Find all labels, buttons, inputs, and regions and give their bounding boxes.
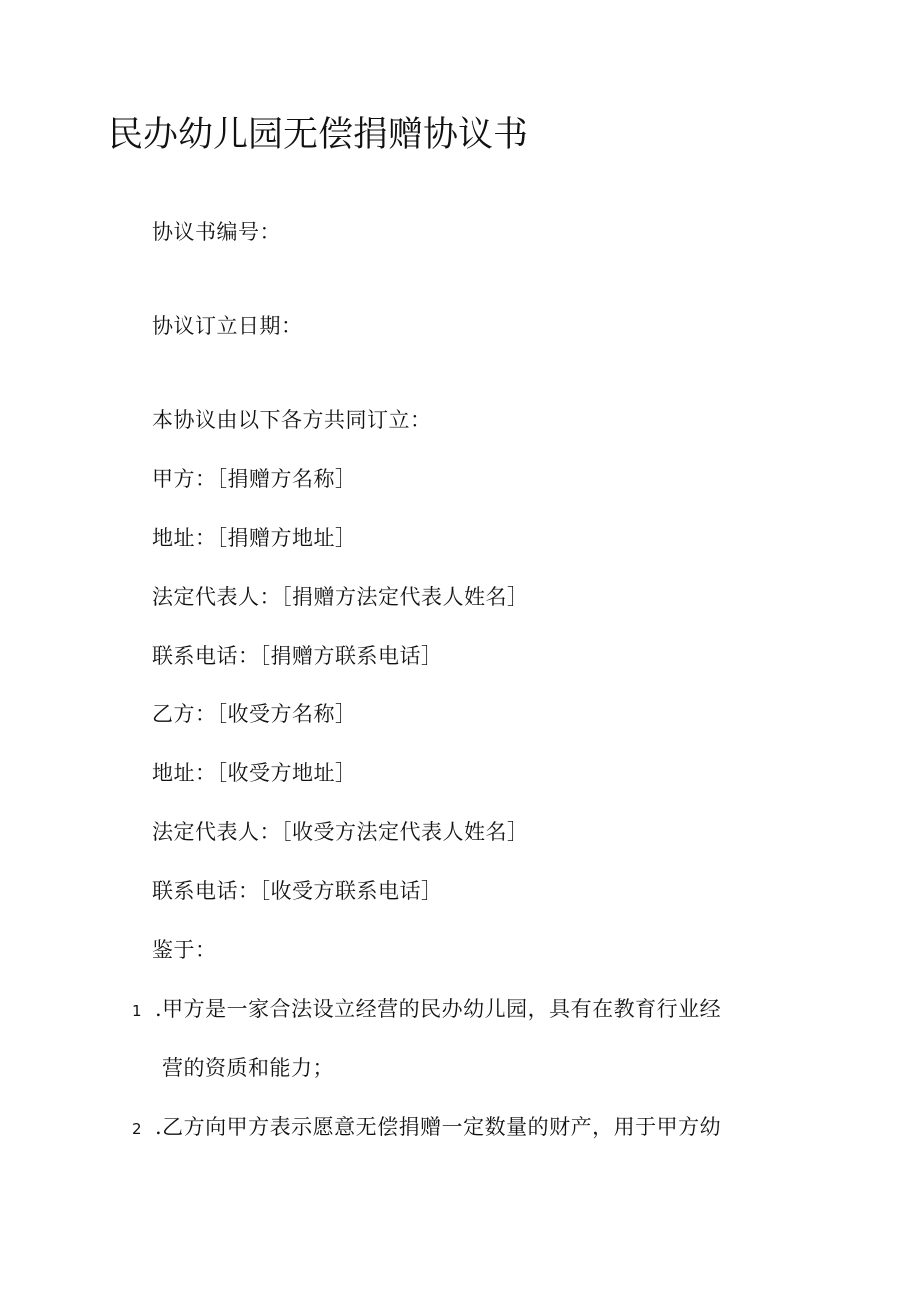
agreement-number-label: 协议书编号：	[152, 220, 281, 244]
agreement-date-label: 协议订立日期：	[152, 314, 303, 338]
whereas-item-text: .甲方是一家合法设立经营的民办幼儿园，具有在教育行业经	[155, 997, 722, 1021]
document-title: 民办幼儿园无偿捐赠协议书	[108, 115, 529, 155]
party-b-phone: 联系电话：［收受方联系电话］	[152, 879, 443, 903]
whereas-item-number: 1	[132, 1002, 142, 1020]
party-a-address: 地址：［捐赠方地址］	[152, 526, 357, 550]
whereas-item-text: .乙方向甲方表示愿意无偿捐赠一定数量的财产，用于甲方幼	[155, 1115, 722, 1139]
parties-intro: 本协议由以下各方共同订立：	[152, 408, 432, 432]
party-a-name: 甲方：［捐赠方名称］	[152, 467, 357, 491]
whereas-item-continuation: 营的资质和能力；	[162, 1056, 334, 1080]
party-b-legal-rep: 法定代表人：［收受方法定代表人姓名］	[152, 820, 529, 844]
party-a-phone: 联系电话：［捐赠方联系电话］	[152, 644, 443, 668]
whereas-label: 鉴于：	[152, 938, 217, 962]
party-b-name: 乙方：［收受方名称］	[152, 702, 357, 726]
whereas-item-number: 2	[132, 1120, 142, 1138]
party-a-legal-rep: 法定代表人：［捐赠方法定代表人姓名］	[152, 585, 529, 609]
party-b-address: 地址：［收受方地址］	[152, 761, 357, 785]
